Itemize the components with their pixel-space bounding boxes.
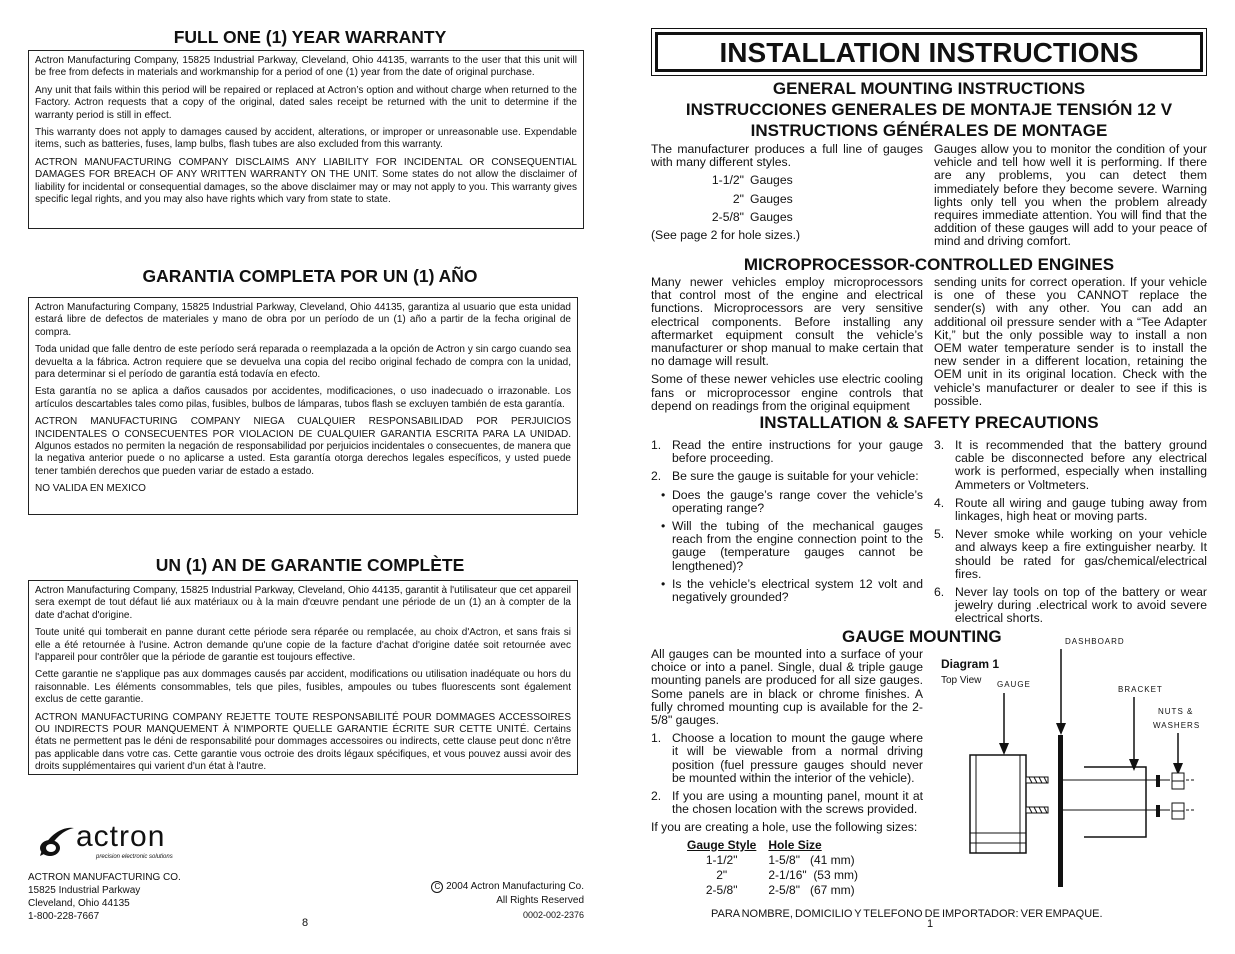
hole-intro: If you are creating a hole, use the following sizes:: [651, 820, 918, 835]
warranty-fr-para: ACTRON MANUFACTURING COMPANY REJETTE TOUTE RESPONSABILITÉ POUR DOMMAGES ACCESSOIRES OU INDIRECTS POUR MANQUEMENT À N'IMPORTE QUELLE GARANTIE ÉCRITE SUR CETTE UNITÉ. Certains états ne permettent pas le déni de responsabilité pour dommages accessoires ou indirects, cette clause peut donc n'être pas applicable dans votre cas. Cette garantie vous octroie des droits légaux spécifiques, et vous pouvez aussi avoir des droits supplémentaires qui varient d'un état à l'autre.: [35, 711, 571, 773]
warranty-en-para: ACTRON MANUFACTURING COMPANY DISCLAIMS ANY LIABILITY FOR INCIDENTAL OR CONSEQUENTIAL DAMAGES FOR BREACH OF ANY WRITTEN WARRANTY ON THE UNIT. Some states do not allow the disclaimer of liability for incidental or consequential damages, so the above disclaimer may or may not apply to you. This warranty gives specific legal rights, and you may also have rights which vary from state to state.: [35, 156, 577, 206]
actron-logo: [36, 818, 206, 866]
warranty-fr-para: Toute unité qui tomberait en panne durant cette période sera réparée ou remplacée, au choix d'Actron, et sans frais si elle a été retournée à l'usine. Actron demande qu'une copie de la facture d'achat d'origine datée soit retournée avec l'appareil pour contrôler que la période de garantie est toujours effective.: [35, 627, 571, 664]
hole-size-table: [681, 838, 864, 899]
warranty-fr-title: UN (1) AN DE GARANTIE COMPLÈTE: [155, 555, 465, 575]
heading-gauge-mounting: GAUGE MOUNTING: [842, 627, 1002, 646]
micro-right-text: sending units for correct operation. If your vehicle is one of these you CANNOT replace the sender(s) with any other. You can add an additional oil pressure sender with a “Tee Adapter Kit,” but the only possible way to install a non OEM water temperature sender is to install the new sender in a different location, retaining the OEM unit in its original location. Check with the vehicle’s manufacturer or dealer to see if this is possible.: [934, 275, 1207, 408]
gauge-step: 2. If you are using a mounting panel, mount it at the chosen location with the screws provided.: [651, 789, 923, 817]
safety-bullet: • Will the tubing of the mechanical gauges reach from the engine connection point to the gauge (temperature gauges cannot be lengthened)?: [661, 519, 923, 573]
warranty-en-para: Any unit that fails within this period will be repaired or replaced at Actron’s option and without charge when returned to the Factory. Actron requests that a copy of the original, dated sales receipt be returned with the unit to determine if the warranty period is still in effect.: [35, 84, 577, 121]
warranty-es-para: ACTRON MANUFACTURING COMPANY NIEGA CUALQUIER RESPONSABILIDAD POR PERJUICIOS INCIDENTALES O CONSECUENTES POR VIOLACION DE CUALQUIER GARANTIA ESCRITA PARA LA UNIDAD. Algunos estados no permiten la negación de responsabilidad por perjuicios incidentales o consecuentes, de manera que la negativa anterior puede o no aplicarse a usted. Esta garantía otorga derechos legales específicos, y usted puede tener también derechos que pueden variar de estado a estado.: [35, 416, 571, 477]
copyright-block: [416, 880, 584, 922]
gauge-left-col: [651, 648, 923, 898]
safety-item: 2. Be sure the gauge is suitable for your vehicle:: [651, 469, 919, 484]
copyright-icon: C: [431, 881, 443, 893]
col-header-hole-size: Hole Size: [768, 837, 822, 852]
mounting-diagram-svg: [934, 635, 1207, 895]
col-header-gauge-style: Gauge Style: [687, 837, 757, 852]
safety-item: 4. Route all wiring and gauge tubing away from linkages, high heat or moving parts.: [934, 495, 1207, 524]
general-right-col: [934, 143, 1207, 254]
micro-right-col: [934, 276, 1207, 413]
heading-general-fr: INSTRUCTIONS GÉNÉRALES DE MONTAGE: [750, 121, 1108, 140]
style-row: 2" Gauges: [732, 191, 793, 206]
warranty-es-para: Esta garantía no se aplica a daños causados por accidentes, modificaciones, o uso inadecuado o irrazonable. Los artículos descartables tales como pilas, fusibles, bulbos de lámparas, tubos flash se excluyen también de esta garantía.: [35, 386, 571, 410]
actron-swoosh-icon: [36, 822, 76, 862]
safety-item: 3. It is recommended that the battery ground cable be disconnected before any electrical work is performed, especially when installing Ammeters or Voltmeters.: [934, 438, 1207, 492]
general-left-col: [651, 143, 923, 242]
logo-wordmark: actron: [76, 820, 166, 853]
table-row: 2" 2-1/16" (53 mm): [716, 868, 858, 883]
part-number: 0002-002-2376: [522, 910, 584, 920]
heading-general-en: GENERAL MOUNTING INSTRUCTIONS: [772, 79, 1086, 98]
general-right-text: Gauges allow you to monitor the condition of your vehicle and tell how well it is performing. If there are any problems, you can detect them immediately before they become severe. Warning lights only tell you when the problem already requires immediate attention. You will find that the addition of these gauges will add to your peace of mind and driving comfort.: [934, 142, 1207, 249]
warranty-en-para: This warranty does not apply to damages caused by accident, alterations, or improper or unreasonable use. Expendable items, such as batteries, fuses, lamp bulbs, flash tubes are also excluded from this warranty.: [35, 127, 577, 151]
safety-bullet: • Is the vehicle’s electrical system 12 volt and negatively grounded?: [661, 576, 923, 605]
safety-item: 6. Never lay tools on top of the battery or wear jewelry during .electrical work to avoid severe electrical shorts.: [934, 585, 1207, 626]
label-nuts: NUTS &: [1158, 707, 1194, 716]
heading-safety: INSTALLATION & SAFETY PRECAUTIONS: [759, 413, 1099, 432]
company-line: Cleveland, Ohio 44135: [28, 898, 130, 909]
company-line: 15825 Industrial Parkway: [28, 885, 141, 896]
warranty-es-para: NO VALIDA EN MEXICO: [35, 483, 146, 495]
gauge-step: 1. Choose a location to mount the gauge where it will be viewable from a normal driving position (fuel pressure gauges should never be mounted within the interior of the vehicle).: [651, 731, 923, 785]
label-bracket: BRACKET: [1118, 685, 1163, 694]
warranty-en-title: FULL ONE (1) YEAR WARRANTY: [173, 27, 447, 47]
title-frame: [651, 28, 1207, 76]
warranty-fr-para: Actron Manufacturing Company, 15825 Industrial Parkway, Cleveland, Ohio 44135, garantit à l'utilisateur que cet appareil sera exempt de tout défaut lié aux matériaux ou à la main d'œuvre pendant une période de un (1) an à compter de la date d'achat d'origine.: [35, 585, 571, 621]
diagram-view-label: Top View: [941, 675, 982, 686]
label-gauge: GAUGE: [997, 680, 1031, 689]
diagram-title: Diagram 1: [941, 657, 1000, 671]
rights-text: All Rights Reserved: [496, 895, 584, 906]
micro-para: Many newer vehicles employ microprocessors that control most of the engine and electrical functions. Microprocessors are very sensitive electrical components. Before installing any aftermarket equipment consult the vehicle’s manufacturer or shop manual to make certain that no damage will result.: [651, 275, 923, 369]
table-row: 1-1/2" 1-5/8" (41 mm): [705, 852, 855, 867]
safety-right-col: [934, 439, 1207, 631]
gauge-intro: All gauges can be mounted into a surface of your choice or into a panel. Single, dual & triple gauge mounting panels are produced for all size gauges. Some panels are in black or chrome finishes. A fully chromed mounting cup is available for the 2-5/8" gauges.: [651, 647, 923, 728]
page-title: INSTALLATION INSTRUCTIONS: [655, 32, 1203, 72]
copyright-text: 2004 Actron Manufacturing Co.: [446, 881, 584, 892]
company-line: ACTRON MANUFACTURING CO.: [28, 872, 181, 883]
diagram-1: [934, 635, 1207, 895]
micro-para: Some of these newer vehicles use electric cooling fans or microprocessor engine controls that depend on readings from the original equipment: [651, 372, 923, 413]
see-page-note: (See page 2 for hole sizes.): [651, 228, 801, 243]
general-intro: The manufacturer produces a full line of gauges with many different styles.: [651, 142, 923, 170]
warranty-es-para: Actron Manufacturing Company, 15825 Industrial Parkway, Cleveland, Ohio 44135, garantiza al usuario que esta unidad estará libre de defectos de materiales y mano de obra por un período de un (1) año a partir de la fecha original de compra.: [35, 302, 571, 338]
style-row: 2-5/8" Gauges: [711, 209, 793, 224]
company-line: 1-800-228-7667: [28, 911, 100, 922]
warranty-es-box: [28, 297, 578, 515]
heading-micro: MICROPROCESSOR-CONTROLLED ENGINES: [743, 255, 1115, 274]
style-row: 1-1/2" Gauges: [711, 173, 793, 188]
table-row: 2-5/8" 2-5/8" (67 mm): [705, 883, 855, 898]
heading-general-es: INSTRUCCIONES GENERALES DE MONTAJE TENSIÓN 12 V: [685, 100, 1173, 119]
page-number-left: 8: [302, 917, 309, 929]
warranty-en-box: [28, 50, 584, 229]
page-number-right: 1: [927, 918, 934, 930]
safety-item: 1. Read the entire instructions for your gauge before proceeding.: [651, 438, 923, 466]
company-address: [28, 871, 181, 923]
safety-item: 5. Never smoke while working on your vehicle and always keep a fire extinguisher nearby. It should be rated for gas/chemical/electrical fires.: [934, 527, 1207, 581]
warranty-fr-box: [28, 580, 578, 775]
warranty-es-title: GARANTIA COMPLETA POR UN (1) AÑO: [142, 266, 478, 286]
importer-note: PARA NOMBRE, DOMICILIO Y TELEFONO DE IMPORTADOR: VER EMPAQUE.: [711, 908, 1103, 920]
logo-tagline: precision electronic solutions: [96, 854, 173, 860]
micro-left-col: [651, 276, 923, 418]
safety-bullet: • Does the gauge’s range cover the vehicle’s operating range?: [661, 487, 923, 515]
warranty-es-para: Toda unidad que falle dentro de este período será reparada o reemplazada a la opción de Actron y sin cargo cuando sea devuelta a la fábrica. Actron requiere que se devuelva una copia del recibo original fechado de compra con la unidad, para determinar si el período de garantía está todavía en efecto.: [35, 344, 571, 381]
label-washers: WASHERS: [1153, 721, 1201, 730]
label-dashboard: DASHBOARD: [1065, 637, 1125, 646]
warranty-en-para: Actron Manufacturing Company, 15825 Industrial Parkway, Cleveland, Ohio 44135, warrants to the user that this unit will be free from defects in materials and workmanship for a period of one (1) year from the date of original purchase.: [35, 55, 577, 79]
warranty-fr-para: Cette garantie ne s'applique pas aux dommages causés par accident, modifications ou utilisation inadéquate ou hors du raisonnable. Les éléments consommables, tels que piles, fusibles, ampoules ou tubes fluorescents sont également exclus de cette garantie.: [35, 669, 571, 706]
safety-left-col: [651, 439, 923, 609]
